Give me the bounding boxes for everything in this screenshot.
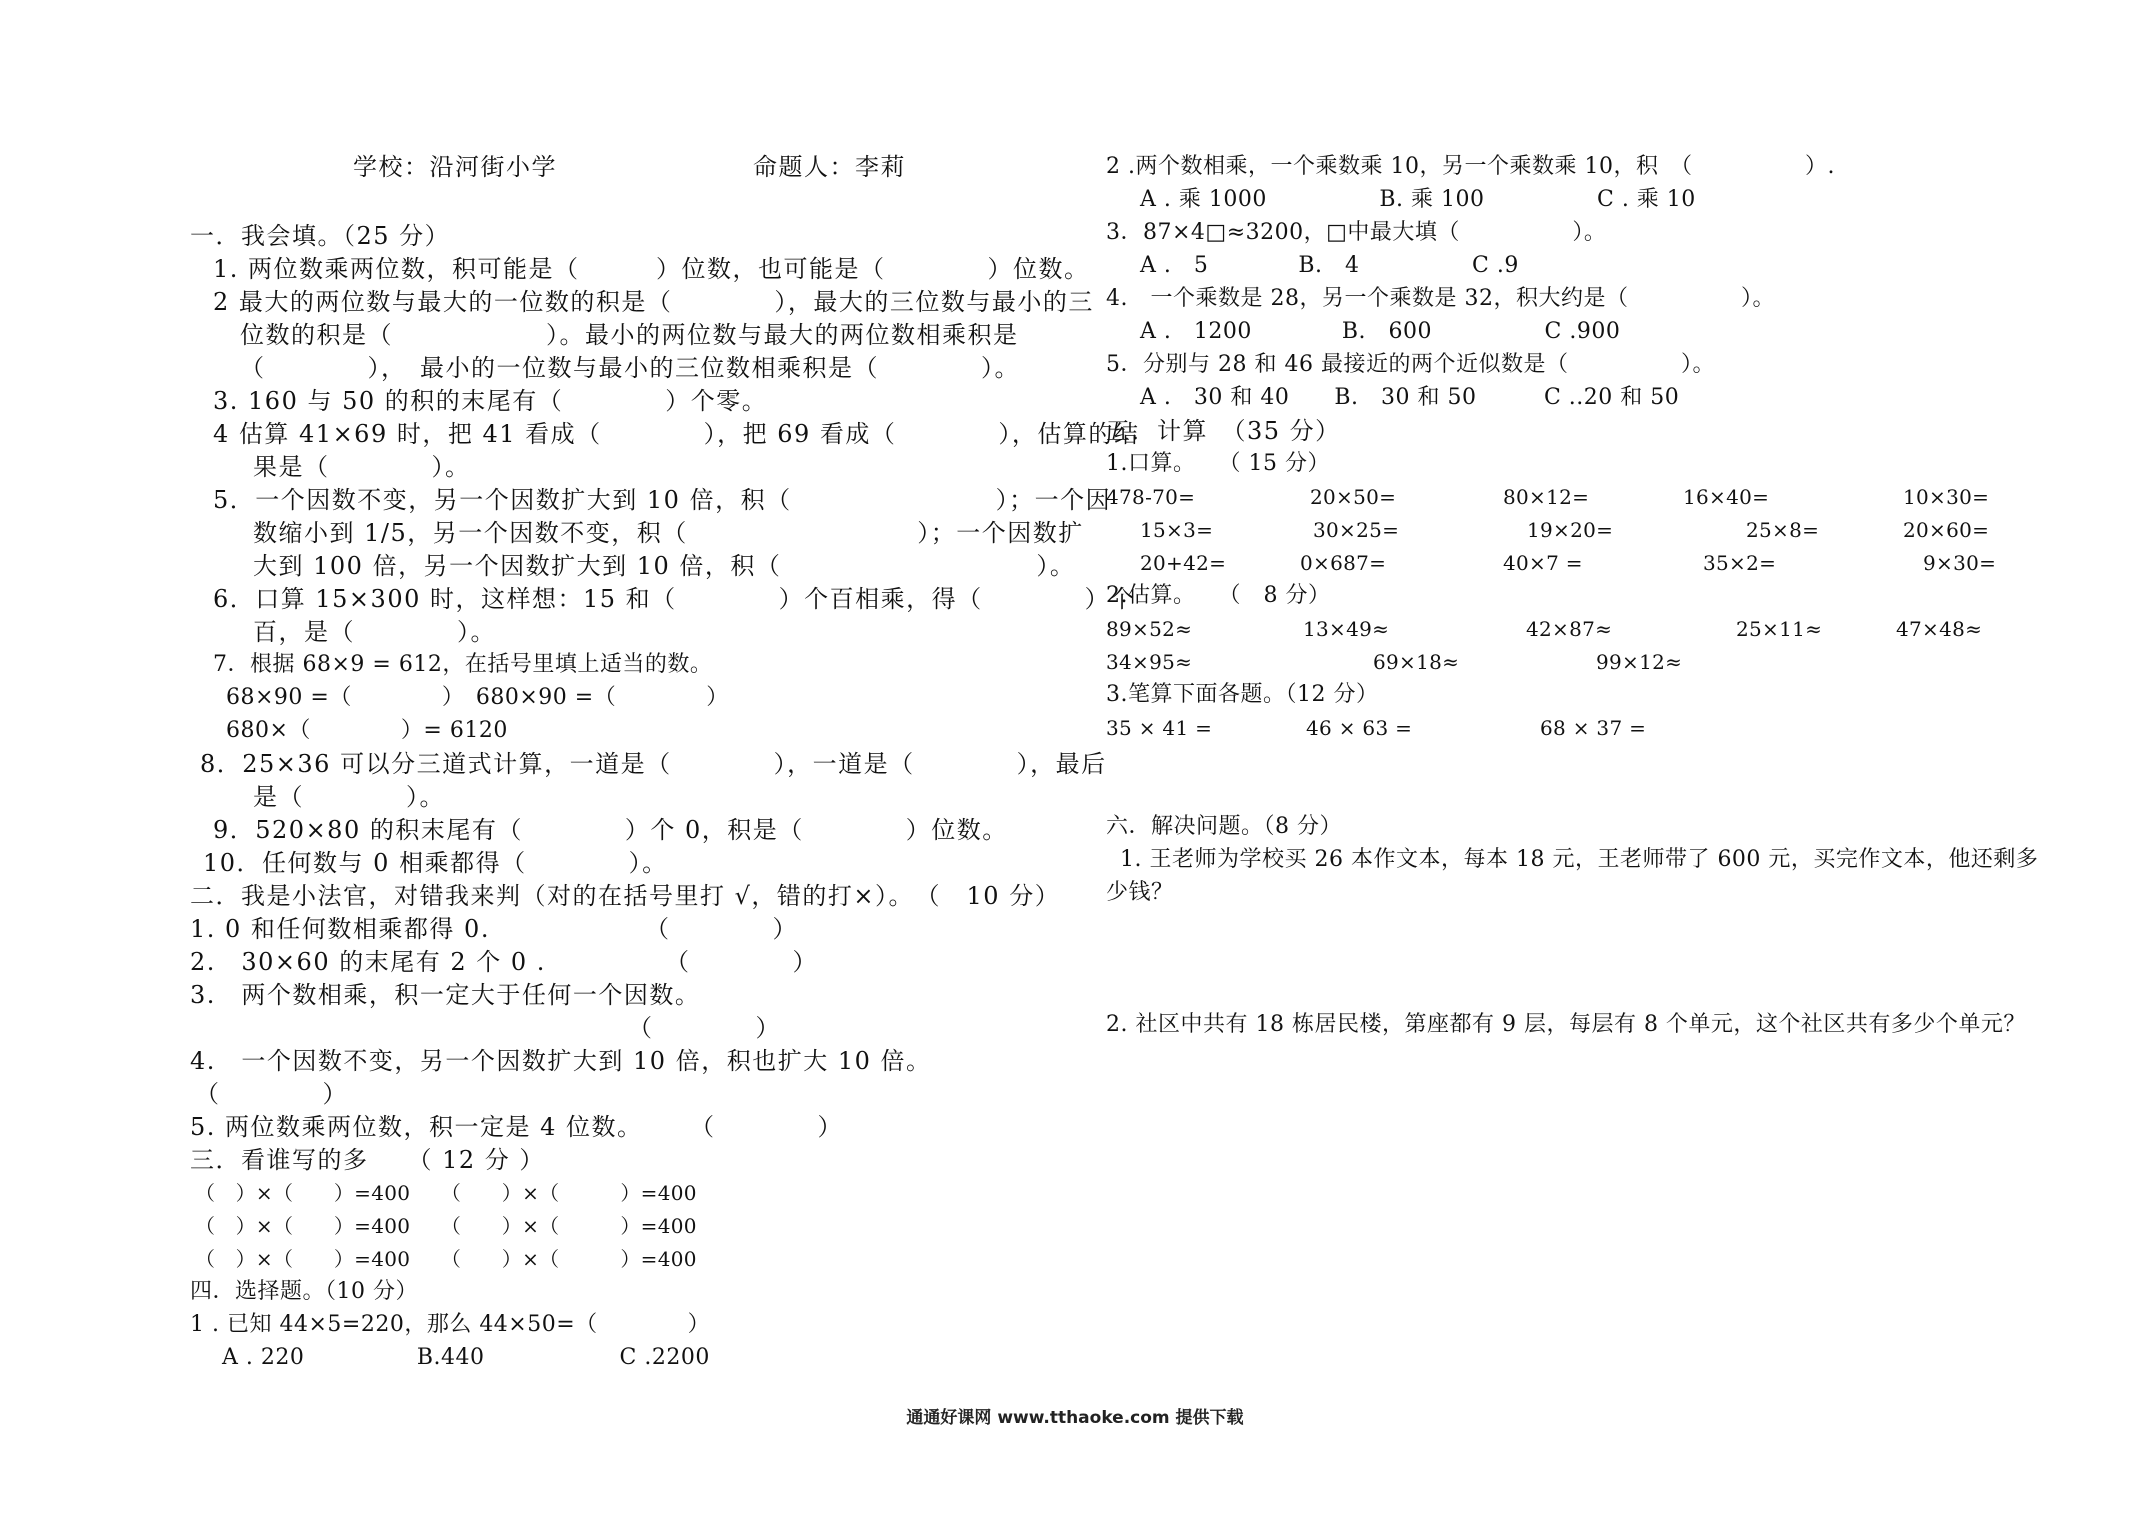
judge-item: 1. 0 和任何数相乘都得 0. (190, 915, 490, 943)
answer-bracket: （ ） (645, 915, 798, 943)
oral-item: 16×40= (1683, 485, 1770, 509)
question-text: 680×（ ）= 6120 (226, 718, 508, 743)
footer-source: 通通好课网 www.tthaoke.com 提供下载 (906, 1408, 1244, 1428)
question-text: 果是（ ）。 (253, 453, 471, 481)
judge-item: 2. 30×60 的末尾有 2 个 0 . (190, 948, 546, 976)
question-text: 大到 100 倍，另一个因数扩大到 10 倍，积（ ）。 (253, 552, 1076, 580)
choice-question: 1 . 已知 44×5=220，那么 44×50=（ ） (190, 1312, 711, 1337)
oral-item: 10×30= (1903, 485, 1990, 509)
question-text: 位数的积是（ ）。最小的两位数与最大的两位数相乘积是 (240, 321, 1019, 349)
problem-text: 1. 王老师为学校买 26 本作文本，每本 18 元，王老师带了 600 元，买完作文本，他还剩多 (1120, 847, 2039, 872)
oral-item: 20×60= (1903, 518, 1990, 542)
fill-row: （ ）×（ ）=400 （ ）×（ ）=400 (195, 1181, 697, 1205)
choice-question: 4. 一个乘数是 28，另一个乘数是 32，积大约是（ ）。 (1106, 286, 1775, 311)
question-text: 68×90 =（ ） 680×90 =（ ） (226, 685, 729, 710)
choice-question: 5．分别与 28 和 46 最接近的两个近似数是（ ）。 (1106, 352, 1715, 377)
oral-item: 478-70= (1106, 485, 1196, 509)
written-item: 35 × 41 = (1106, 716, 1213, 740)
problem-text: 2. 社区中共有 18 栋居民楼，第座都有 9 层，每层有 8 个单元，这个社区共有多少个单元？ (1106, 1012, 2026, 1037)
written-item: 68 × 37 = (1540, 716, 1647, 740)
estimate-item: 99×12≈ (1596, 650, 1683, 674)
oral-item: 30×25= (1313, 518, 1400, 542)
oral-item: 20+42= (1140, 551, 1227, 575)
question-text: 百，是（ ）。 (253, 618, 496, 646)
fill-row: （ ）×（ ）=400 （ ）×（ ）=400 (195, 1214, 697, 1238)
oral-item: 35×2= (1703, 551, 1777, 575)
estimate-item: 13×49≈ (1303, 617, 1390, 641)
question-text: 10．任何数与 0 相乘都得（ ）。 (203, 849, 668, 877)
choice-options: A . 30 和 40 B. 30 和 50 C ..20 和 50 (1140, 385, 1680, 410)
question-text: 5．一个因数不变，另一个因数扩大到 10 倍，积（ ）；一个因 (213, 486, 1112, 514)
answer-bracket: （ ） (665, 948, 818, 976)
estimate-item: 89×52≈ (1106, 617, 1193, 641)
section-4-title: 四．选择题。（10 分） (190, 1279, 418, 1304)
section-5-title: 五．计算 （35 分） (1106, 417, 1341, 445)
answer-bracket: （ ） (195, 1080, 348, 1108)
answer-bracket: （ ） (690, 1113, 843, 1141)
question-text: 6．口算 15×300 时，这样想：15 和（ ）个百相乘，得（ ）个 (213, 585, 1136, 613)
judge-item: 5. 两位数乘两位数，积一定是 4 位数。 (190, 1113, 643, 1141)
question-text: （ ）， 最小的一位数与最小的三位数相乘积是（ ）。 (240, 354, 1020, 382)
fill-row: （ ）×（ ）=400 （ ）×（ ）=400 (195, 1247, 697, 1271)
question-text: 数缩小到 1/5，另一个因数不变，积（ ）；一个因数扩 (253, 519, 1084, 547)
problem-text: 少钱？ (1106, 880, 1174, 905)
oral-item: 19×20= (1527, 518, 1614, 542)
oral-item: 20×50= (1310, 485, 1397, 509)
choice-options: A . 乘 1000 B. 乘 100 C . 乘 10 (1140, 187, 1696, 212)
question-text: 1. 两位数乘两位数，积可能是（ ）位数，也可能是（ ）位数。 (213, 255, 1090, 283)
question-text: 是（ ）。 (253, 783, 445, 811)
author-label: 命题人：李莉 (753, 153, 906, 181)
oral-item: 9×30= (1923, 551, 1997, 575)
oral-item: 15×3= (1140, 518, 1214, 542)
section-6-title: 六．解决问题。（8 分） (1106, 814, 1342, 839)
question-text: 8．25×36 可以分三道式计算，一道是（ ），一道是（ ），最后 (200, 750, 1107, 778)
estimate-item: 69×18≈ (1373, 650, 1460, 674)
question-text: 3. 160 与 50 的积的末尾有（ ）个零。 (213, 387, 768, 415)
estimate-item: 42×87≈ (1526, 617, 1613, 641)
judge-item: 3. 两个数相乘，积一定大于任何一个因数。 (190, 981, 701, 1009)
question-text: 7．根据 68×9 = 612，在括号里填上适当的数。 (213, 652, 713, 677)
question-text: 2 最大的两位数与最大的一位数的积是（ ），最大的三位数与最小的三 (213, 288, 1094, 316)
choice-options: A . 220 B.440 C .2200 (222, 1345, 710, 1370)
question-text: 4 估算 41×69 时，把 41 看成（ ），把 69 看成（ ），估算的结 (213, 420, 1140, 448)
question-text: 9．520×80 的积末尾有（ ）个 0，积是（ ）位数。 (213, 816, 1008, 844)
subsection-oral: 1.口算。 （ 15 分） (1106, 451, 1330, 476)
section-2-title: 二．我是小法官，对错我来判（对的在括号里打 √，错的打×）。 （ 10 分） (190, 882, 1061, 910)
written-item: 46 × 63 = (1306, 716, 1413, 740)
choice-question: 2 .两个数相乘，一个乘数乘 10，另一个乘数乘 10，积 （ ）. (1106, 154, 1835, 179)
choice-options: A . 5 B. 4 C .9 (1140, 253, 1519, 278)
estimate-item: 25×11≈ (1736, 617, 1823, 641)
oral-item: 80×12= (1503, 485, 1590, 509)
section-1-title: 一．我会填。（25 分） (190, 222, 451, 250)
estimate-item: 34×95≈ (1106, 650, 1193, 674)
subsection-estimate: 2.估算。 （ 8 分） (1106, 583, 1331, 608)
school-label: 学校：沿河街小学 (353, 153, 557, 181)
choice-question: 3．87×4□≈3200，□中最大填（ ）。 (1106, 220, 1607, 245)
oral-item: 0×687= (1300, 551, 1387, 575)
oral-item: 25×8= (1746, 518, 1820, 542)
subsection-written: 3.笔算下面各题。（12 分） (1106, 682, 1379, 707)
estimate-item: 47×48≈ (1896, 617, 1983, 641)
oral-item: 40×7 = (1503, 551, 1583, 575)
choice-options: A . 1200 B. 600 C .900 (1140, 319, 1621, 344)
judge-item: 4. 一个因数不变，另一个因数扩大到 10 倍，积也扩大 10 倍。 (190, 1047, 932, 1075)
section-3-title: 三．看谁写的多 （ 12 分 ） (190, 1146, 545, 1174)
answer-bracket: （ ） (628, 1014, 781, 1042)
